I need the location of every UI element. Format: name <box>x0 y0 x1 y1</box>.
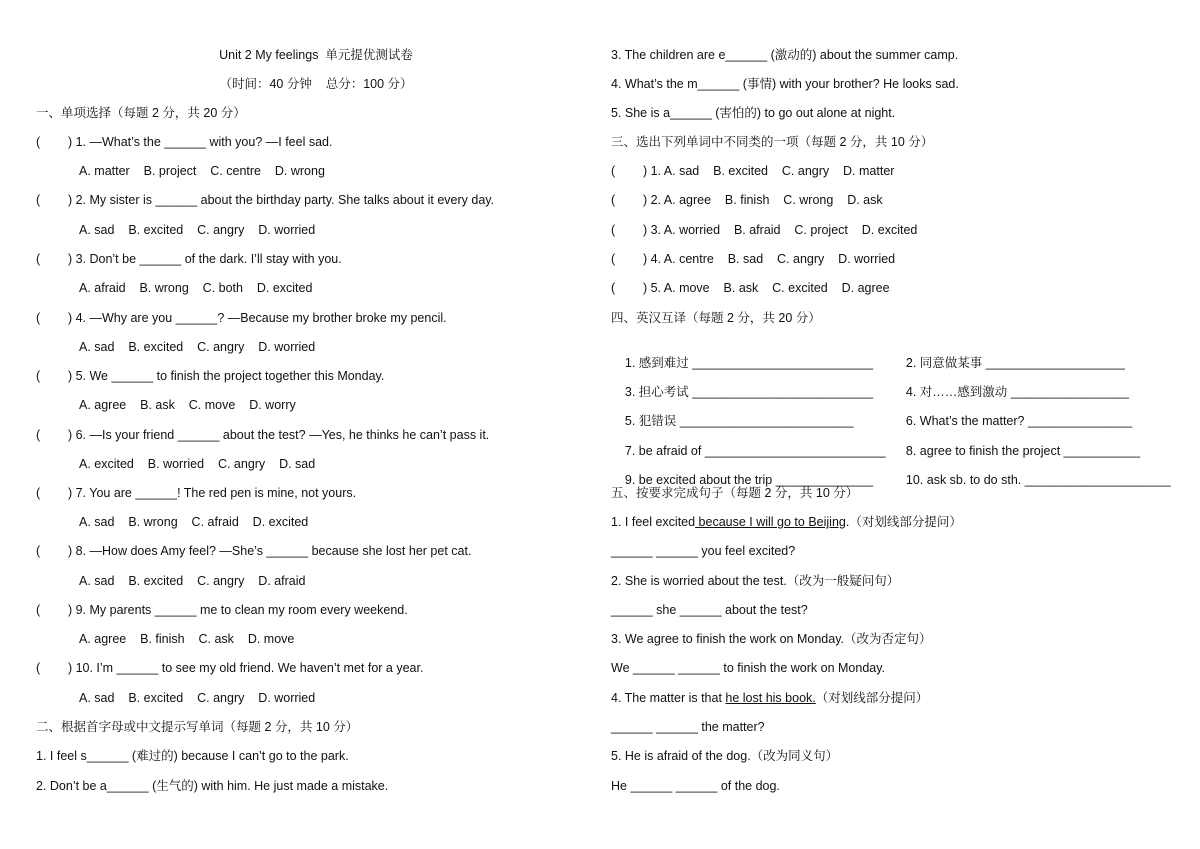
section3-heading: 三、选出下列单词中不同类的一项（每题 2 分，共 10 分） <box>611 135 934 149</box>
translation-item: 7. be afraid of __________________________ <box>624 444 886 458</box>
question-stem: ( ) 10. I’m ______ to see my old friend. We haven’t met for a year. <box>36 661 424 675</box>
sentence-instruction: .（对划线部分提问） <box>845 515 962 529</box>
question-options: A. sad B. excited C. angry D. worried <box>79 340 316 354</box>
fill-item: 1. I feel s______ (难过的) because I can’t go to the park. <box>36 749 349 763</box>
section5-heading: 五、按要求完成句子（每题 2 分，共 10 分） <box>611 486 859 500</box>
sentence-question <box>611 514 962 530</box>
translation-row <box>611 427 1141 458</box>
question-stem: ( ) 8. —How does Amy feel? —She’s ______ because she lost her pet cat. <box>36 544 472 558</box>
question-stem: ( ) 9. My parents ______ me to clean my room every weekend. <box>36 603 408 617</box>
sentence-question <box>611 690 928 706</box>
question-options: A. afraid B. wrong C. both D. excited <box>79 281 313 295</box>
question-options: A. sad B. excited C. angry D. worried <box>79 223 316 237</box>
question-stem: ( ) 7. You are ______! The red pen is mine, not yours. <box>36 486 357 500</box>
translation-row <box>611 456 1171 487</box>
underlined-part: because I will go to Beijing <box>695 515 846 529</box>
question-stem: ( ) 6. —Is your friend ______ about the test? —Yes, he thinks he can’t pass it. <box>36 428 490 442</box>
translation-item: 3. 担心考试 __________________________ <box>624 385 874 399</box>
odd-one-out-item: ( ) 4. A. centre B. sad C. angry D. worried <box>611 252 896 266</box>
question-stem: ( ) 2. My sister is ______ about the birthday party. She talks about it every day. <box>36 193 495 207</box>
fill-item: 4. What’s the m______ (事情) with your brother? He looks sad. <box>611 77 959 91</box>
translation-row <box>611 368 1129 399</box>
page-title: Unit 2 My feelings 单元提优测试卷 <box>219 48 413 62</box>
translation-item: 9. be excited about the trip ______________ <box>624 473 874 487</box>
sentence-answer: ______ she ______ about the test? <box>611 603 808 617</box>
translation-item: 1. 感到难过 __________________________ <box>624 356 874 370</box>
page-subtitle: （时间：40 分钟 总分：100 分） <box>219 77 413 91</box>
question-options: A. sad B. wrong C. afraid D. excited <box>79 515 309 529</box>
sentence-question: 3. We agree to finish the work on Monday.（改为否定句） <box>611 632 932 646</box>
odd-one-out-item: ( ) 5. A. move B. ask C. excited D. agree <box>611 281 890 295</box>
question-options: A. excited B. worried C. angry D. sad <box>79 457 316 471</box>
underlined-part: he lost his book. <box>725 691 816 705</box>
odd-one-out-item: ( ) 3. A. worried B. afraid C. project D. excited <box>611 223 918 237</box>
section4-heading: 四、英汉互译（每题 2 分，共 20 分） <box>611 311 821 325</box>
sentence-instruction: （对划线部分提问） <box>815 691 929 705</box>
sentence-question: 2. She is worried about the test.（改为一般疑问句） <box>611 574 900 588</box>
translation-row <box>611 397 1133 428</box>
sentence-answer: ______ ______ you feel excited? <box>611 544 796 558</box>
translation-item: 2. 同意做某事 ____________________ <box>905 356 1125 370</box>
question-options: A. sad B. excited C. angry D. worried <box>79 691 316 705</box>
sentence-answer: We ______ ______ to finish the work on Monday. <box>611 661 886 675</box>
question-options: A. sad B. excited C. angry D. afraid <box>79 574 306 588</box>
sentence-question: 5. He is afraid of the dog.（改为同义句） <box>611 749 839 763</box>
question-options: A. agree B. finish C. ask D. move <box>79 632 295 646</box>
question-stem: ( ) 4. —Why are you ______? —Because my brother broke my pencil. <box>36 311 447 325</box>
translation-item: 5. 犯错误 _________________________ <box>624 414 854 428</box>
question-stem: ( ) 3. Don’t be ______ of the dark. I’ll stay with you. <box>36 252 342 266</box>
sentence-text: 1. I feel excited <box>611 515 696 529</box>
sentence-text: 4. The matter is that <box>611 691 726 705</box>
sentence-answer: He ______ ______ of the dog. <box>611 779 780 793</box>
question-options: A. agree B. ask C. move D. worry <box>79 398 296 412</box>
section1-heading: 一、单项选择（每题 2 分，共 20 分） <box>36 106 246 120</box>
translation-item: 6. What’s the matter? _______________ <box>905 414 1133 428</box>
fill-item: 5. She is a______ (害怕的) to go out alone at night. <box>611 106 896 120</box>
question-stem: ( ) 5. We ______ to finish the project together this Monday. <box>36 369 385 383</box>
question-stem: ( ) 1. —What’s the ______ with you? —I feel sad. <box>36 135 333 149</box>
fill-item: 2. Don’t be a______ (生气的) with him. He just made a mistake. <box>36 779 389 793</box>
question-options: A. matter B. project C. centre D. wrong <box>79 164 325 178</box>
fill-item: 3. The children are e______ (激动的) about the summer camp. <box>611 48 959 62</box>
sentence-answer: ______ ______ the matter? <box>611 720 765 734</box>
translation-item: 10. ask sb. to do sth. _____________________ <box>905 473 1171 487</box>
odd-one-out-item: ( ) 2. A. agree B. finish C. wrong D. ask <box>611 193 883 207</box>
odd-one-out-item: ( ) 1. A. sad B. excited C. angry D. matter <box>611 164 895 178</box>
translation-row <box>611 339 1125 370</box>
translation-item: 4. 对……感到激动 _________________ <box>905 385 1129 399</box>
translation-item: 8. agree to finish the project ___________ <box>905 444 1141 458</box>
section2-heading: 二、根据首字母或中文提示写单词（每题 2 分，共 10 分） <box>36 720 359 734</box>
